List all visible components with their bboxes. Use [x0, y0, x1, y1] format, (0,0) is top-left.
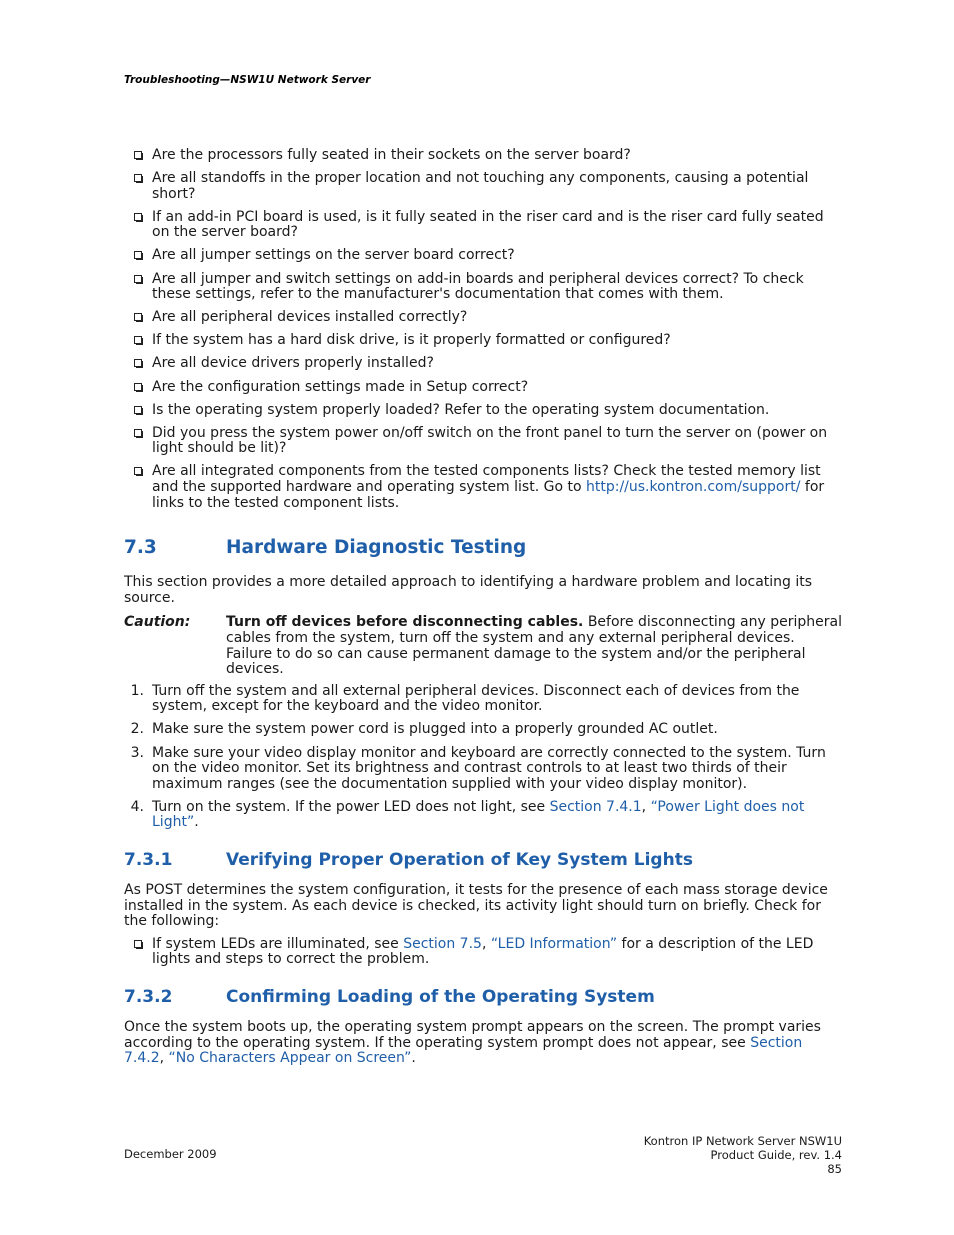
section-heading-7-3 — [124, 537, 842, 559]
checkbox-icon — [134, 251, 142, 259]
diagnostic-steps — [124, 684, 842, 831]
section-intro: As POST determines the system configuration, it tests for the presence of each mass storage device installed in the system. As each device is checked, its activity light should turn on briefly. Check for the following: — [124, 882, 828, 930]
checkbox-icon — [134, 275, 142, 283]
checkbox-icon — [134, 213, 142, 221]
caution-note — [124, 615, 842, 677]
section-number: 7.3.2 — [124, 986, 173, 1007]
checklist-item: If the system has a hard disk drive, is it properly formatted or configured? — [124, 333, 842, 349]
step-item: 3. Make sure your video display monitor and keyboard are correctly connected to the system. Turn on the video monitor. Set its brightness and contrast controls to at least two thirds of their maximum ranges (see the documentation supplied with your video display monitor). — [130, 744, 826, 792]
checklist-item: If an add-in PCI board is used, is it fully seated in the riser card and is the riser card fully seated on the server board? — [124, 210, 842, 241]
section-7-4-2-link[interactable]: Section 7.4.2 — [124, 1034, 803, 1067]
checklist — [124, 148, 842, 511]
content — [124, 148, 842, 1076]
checklist-item: Are all device drivers properly installed? — [124, 356, 842, 372]
checkbox-icon — [134, 313, 142, 321]
checkbox-icon — [134, 174, 142, 182]
checklist-item: Are the processors fully seated in their sockets on the server board? — [124, 148, 842, 164]
checkbox-icon — [134, 336, 142, 344]
checkbox-icon — [134, 467, 142, 475]
checklist-item: Are all standoffs in the proper location and not touching any components, causing a potential short? — [124, 171, 842, 202]
checklist-item: If system LEDs are illuminated, see Section 7.5, “LED Information” for a description of the LED lights and steps to correct the problem. — [124, 937, 842, 968]
led-information-link[interactable]: “LED Information” — [490, 935, 618, 952]
checklist-item: Are all jumper settings on the server board correct? — [124, 248, 842, 264]
checkbox-icon — [134, 429, 142, 437]
section-title: Confirming Loading of the Operating System — [226, 986, 655, 1007]
section-number: 7.3 — [124, 537, 157, 559]
section-7-5-link[interactable]: Section 7.5 — [403, 935, 482, 952]
caution-bold: Turn off devices before disconnecting cables. — [226, 614, 584, 631]
checkbox-icon — [134, 383, 142, 391]
document-page — [124, 0, 842, 1235]
checklist-item: Is the operating system properly loaded? Refer to the operating system documentation. — [124, 403, 842, 419]
checkbox-icon — [134, 359, 142, 367]
caution-body: Turn off devices before disconnecting cables. Before disconnecting any peripheral cables from the system, turn off the system and any external peripheral devices. Failure to do so can cause permanent damage to the system and/or the peripheral devices. — [226, 614, 842, 678]
footer-product: Kontron IP Network Server NSW1U Product Guide, rev. 1.4 85 — [643, 1134, 842, 1176]
section-number: 7.3.1 — [124, 850, 173, 870]
power-light-link[interactable]: “Power Light does not Light” — [152, 798, 805, 831]
checklist-item: Are all peripheral devices installed correctly? — [124, 310, 842, 326]
step-item: 4. Turn on the system. If the power LED does not light, see Section 7.4.1, “Power Light does not Light”. — [130, 798, 805, 831]
section-7-4-1-link[interactable]: Section 7.4.1 — [549, 798, 642, 815]
section-heading-7-3-1 — [124, 850, 842, 870]
step-item: 2. Make sure the system power cord is plugged into a properly grounded AC outlet. — [130, 721, 718, 738]
section-title: Hardware Diagnostic Testing — [226, 537, 527, 559]
checklist-item: Are the configuration settings made in Setup correct? — [124, 380, 842, 396]
checkbox-icon — [134, 406, 142, 414]
checklist-item: Are all integrated components from the tested components lists? Check the tested memory list and the supported hardware and operating system list. Go to http://us.kontron.com/support/ for links to the tested component lists. — [124, 464, 842, 511]
checkbox-icon — [134, 940, 142, 948]
footer-date: December 2009 — [124, 1147, 217, 1161]
section-intro: This section provides a more detailed approach to identifying a hardware problem and locating its source. — [124, 574, 813, 606]
section-body: Once the system boots up, the operating system prompt appears on the screen. The prompt varies according to the operating system. If the operating system prompt does not appear, see Section 7.4.2, “No Characters Appear on Screen”. — [124, 1018, 821, 1067]
step-item: 1. Turn off the system and all external peripheral devices. Disconnect each of devices from the system, except for the keyboard and the video monitor. — [130, 682, 800, 715]
checklist-item: Are all jumper and switch settings on add-in boards and peripheral devices correct? To check these settings, refer to the manufacturer's documentation that comes with them. — [124, 272, 842, 303]
no-characters-link[interactable]: “No Characters Appear on Screen” — [168, 1050, 412, 1067]
section-heading-7-3-2 — [124, 987, 842, 1007]
section-title: Verifying Proper Operation of Key System Lights — [226, 850, 693, 870]
support-link[interactable]: http://us.kontron.com/support/ — [585, 479, 801, 495]
page-number: 85 — [827, 1162, 842, 1176]
running-header: Troubleshooting—NSW1U Network Server — [124, 74, 371, 86]
caution-label: Caution: — [124, 614, 191, 631]
checklist-item: Did you press the system power on/off switch on the front panel to turn the server on (power on light should be lit)? — [124, 426, 842, 457]
checkbox-icon — [134, 151, 142, 159]
